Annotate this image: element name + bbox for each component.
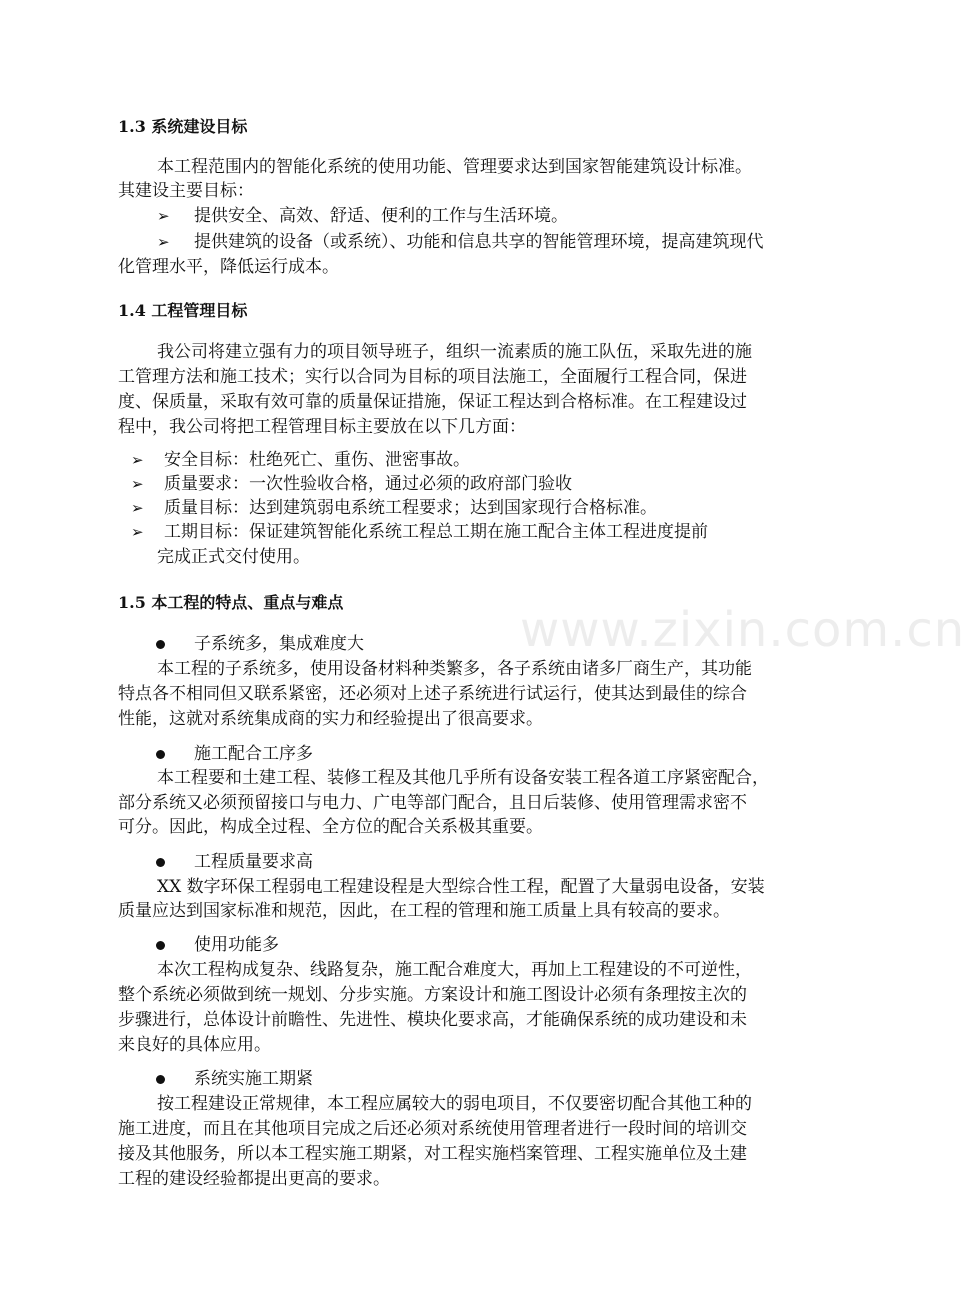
bullet-dot-icon	[156, 750, 165, 759]
section-heading-1-5: 1.5 本工程的特点、重点与难点	[118, 593, 344, 612]
bullet-dot-icon	[156, 941, 165, 950]
list-item: 提供建筑的设备（或系统）、功能和信息共享的智能管理环境，提高建筑现代	[194, 232, 764, 252]
point-title: 施工配合工序多	[194, 744, 313, 764]
arrow-bullet-icon: ➢	[157, 233, 170, 251]
paragraph-line: 度、保质量，采取有效可靠的质量保证措施，保证工程达到合格标准。在工程建设过	[118, 392, 747, 412]
paragraph-line: 接及其他服务，所以本工程实施工期紧，对工程实施档案管理、工程实施单位及土建	[118, 1144, 747, 1164]
paragraph-line: 工程的建设经验都提出更高的要求。	[118, 1169, 390, 1189]
list-item: 工期目标：保证建筑智能化系统工程总工期在施工配合主体工程进度提前	[164, 522, 708, 542]
paragraph-line: 本工程范围内的智能化系统的使用功能、管理要求达到国家智能建筑设计标准。	[157, 157, 752, 177]
paragraph-line: 特点各不相同但又联系紧密，还必须对上述子系统进行试运行，使其达到最佳的综合	[118, 684, 747, 704]
list-item: 质量目标：达到建筑弱电系统工程要求；达到国家现行合格标准。	[164, 498, 657, 518]
bullet-dot-icon	[156, 1075, 165, 1084]
bullet-dot-icon	[156, 858, 165, 867]
list-item: 提供安全、高效、舒适、便利的工作与生活环境。	[194, 206, 568, 226]
paragraph-line: 整个系统必须做到统一规划、分步实施。方案设计和施工图设计必须有条理按主次的	[118, 985, 747, 1005]
point-title: 子系统多，集成难度大	[194, 634, 364, 654]
paragraph-line: 来良好的具体应用。	[118, 1035, 271, 1055]
paragraph-line: 部分系统又必须预留接口与电力、广电等部门配合，且日后装修、使用管理需求密不	[118, 793, 747, 813]
paragraph-line: 我公司将建立强有力的项目领导班子，组织一流素质的施工队伍，采取先进的施	[157, 342, 752, 362]
arrow-bullet-icon: ➢	[131, 523, 144, 541]
arrow-bullet-icon: ➢	[131, 451, 144, 469]
section-heading-1-4: 1.4 工程管理目标	[118, 301, 248, 320]
point-title: 系统实施工期紧	[194, 1069, 313, 1089]
paragraph-line: 步骤进行，总体设计前瞻性、先进性、模块化要求高，才能确保系统的成功建设和未	[118, 1010, 747, 1030]
list-item: 安全目标：杜绝死亡、重伤、泄密事故。	[164, 450, 470, 470]
paragraph-line: 其建设主要目标：	[118, 181, 254, 201]
watermark: www.zixin.com.cn	[520, 602, 965, 658]
list-item-continuation: 化管理水平，降低运行成本。	[118, 257, 339, 277]
paragraph-line: 可分。因此，构成全过程、全方位的配合关系极其重要。	[118, 817, 543, 837]
paragraph-line: 质量应达到国家标准和规范，因此，在工程的管理和施工质量上具有较高的要求。	[118, 901, 730, 921]
arrow-bullet-icon: ➢	[157, 207, 170, 225]
bullet-dot-icon	[156, 640, 165, 649]
point-title: 使用功能多	[194, 935, 279, 955]
arrow-bullet-icon: ➢	[131, 475, 144, 493]
paragraph-line: 本工程的子系统多，使用设备材料种类繁多，各子系统由诸多厂商生产，其功能	[157, 659, 752, 679]
paragraph-line: 按工程建设正常规律，本工程应属较大的弱电项目，不仅要密切配合其他工种的	[157, 1094, 752, 1114]
paragraph-line: 性能，这就对系统集成商的实力和经验提出了很高要求。	[118, 709, 543, 729]
paragraph-line: XX 数字环保工程弱电工程建设程是大型综合性工程，配置了大量弱电设备，安装	[157, 877, 765, 897]
point-title: 工程质量要求高	[194, 852, 313, 872]
list-item: 质量要求：一次性验收合格，通过必须的政府部门验收	[164, 474, 572, 494]
section-heading-1-3: 1.3 系统建设目标	[118, 117, 248, 136]
paragraph-line: 程中，我公司将把工程管理目标主要放在以下几方面：	[118, 417, 526, 437]
paragraph-line: 本次工程构成复杂、线路复杂，施工配合难度大，再加上工程建设的不可逆性，	[157, 960, 752, 980]
list-item-continuation: 完成正式交付使用。	[157, 547, 310, 567]
arrow-bullet-icon: ➢	[131, 499, 144, 517]
paragraph-line: 工管理方法和施工技术；实行以合同为目标的项目法施工，全面履行工程合同，保进	[118, 367, 747, 387]
paragraph-line: 施工进度，而且在其他项目完成之后还必须对系统使用管理者进行一段时间的培训交	[118, 1119, 747, 1139]
paragraph-line: 本工程要和土建工程、装修工程及其他几乎所有设备安装工程各道工序紧密配合，	[157, 768, 769, 788]
